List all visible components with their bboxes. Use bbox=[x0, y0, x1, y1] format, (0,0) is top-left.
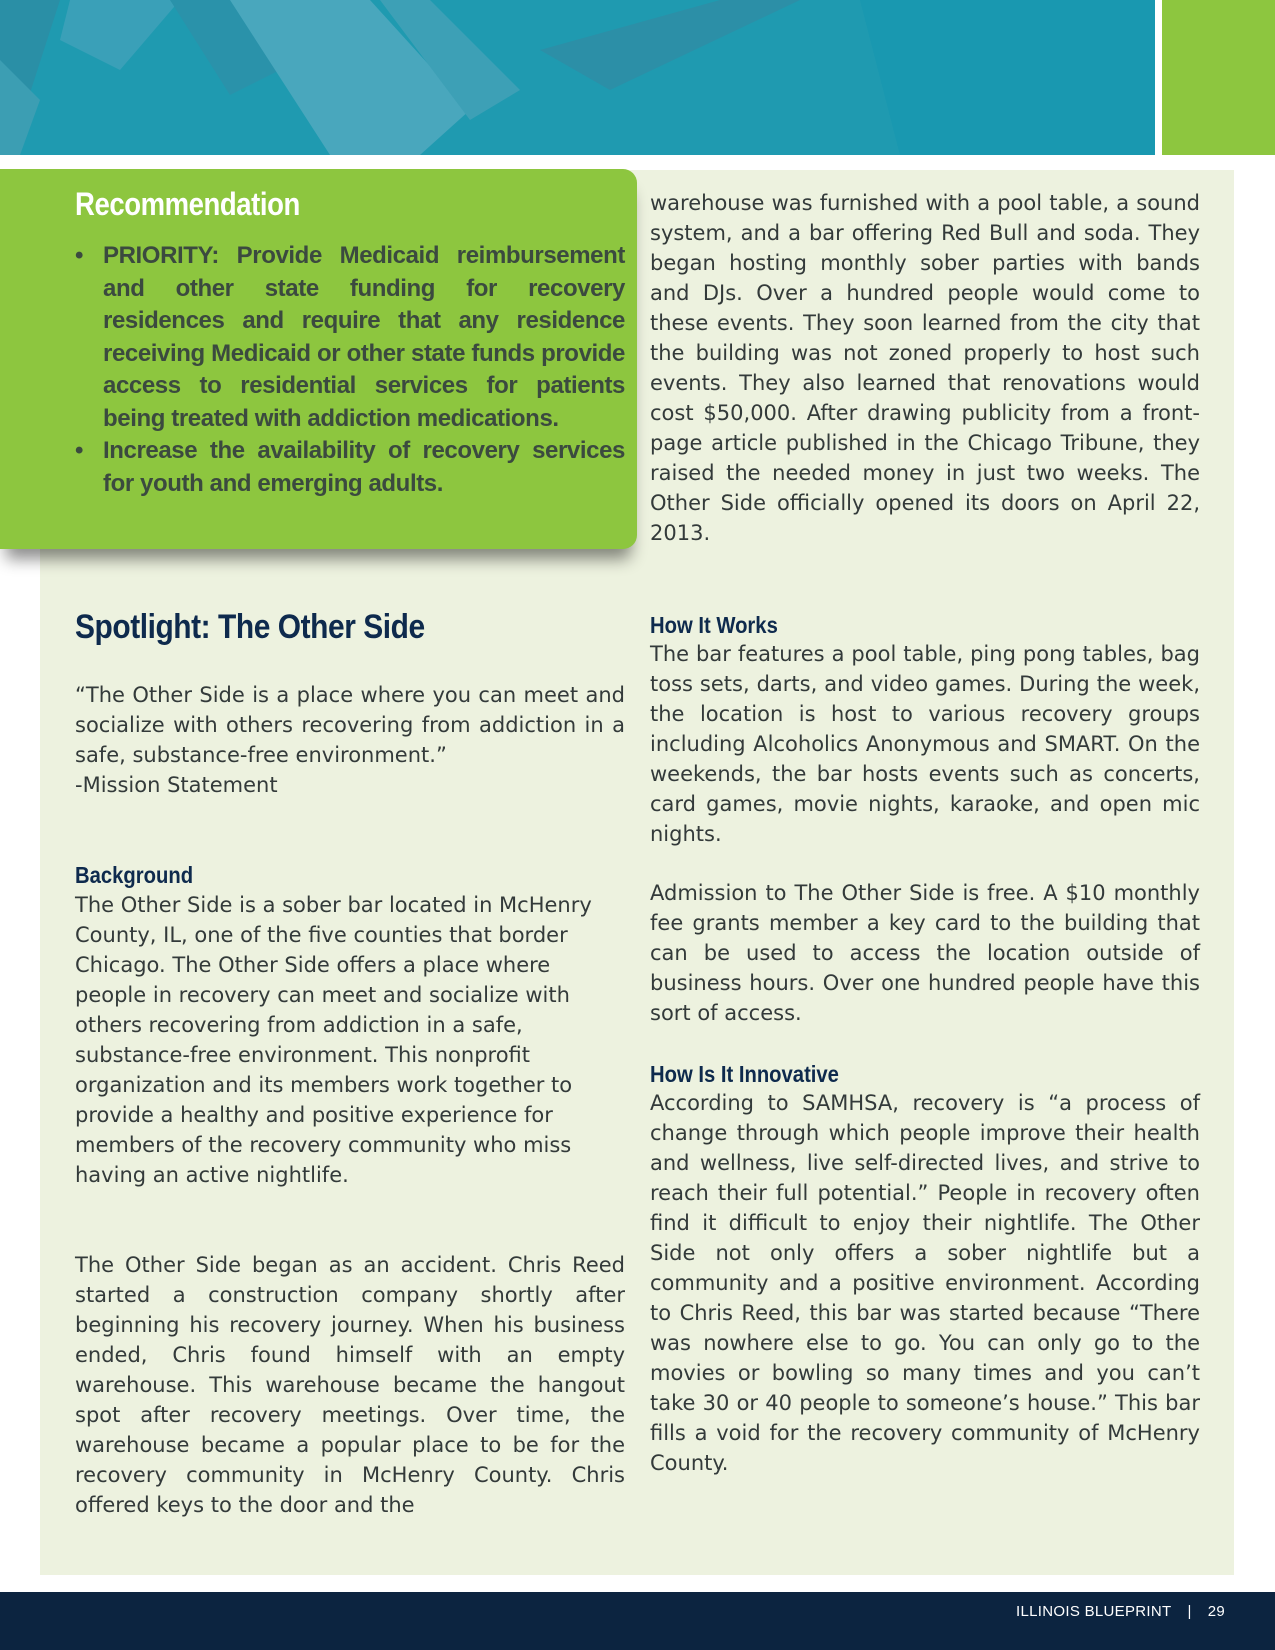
background-paragraph-1: The Other Side is a sober bar located in McHenry County, IL, one of the five counties that border Chicago. The Other Side offers a place where people in recovery can meet and socialize with others recovering from addiction in a safe, substance-free environment. This nonprofit organization and its members work together to provide a healthy and positive experience for members of the recovery community who miss having an active nightlife. bbox=[75, 893, 592, 1187]
background-heading: Background bbox=[75, 862, 194, 888]
bullet-icon: • bbox=[75, 437, 84, 464]
footer-text bbox=[1016, 1603, 1225, 1620]
innovative-paragraph: According to SAMHSA, recovery is “a process of change through which people improve their health and wellness, live self-directed lives, and strive to reach their full potential.” People in recovery often find it difficult to enjoy their nightlife. The Other Side not only offers a sober nightlife but a community and a positive environment. According to Chris Reed, this bar was started because “There was nowhere else to go. You can only go to the movies or bowling so many times and you can’t take 30 or 40 people to someone’s house.” This bar fills a void for the recovery community of McHenry County. bbox=[650, 1091, 1200, 1475]
mission-quote-block bbox=[75, 680, 625, 800]
footer-bar bbox=[0, 1592, 1275, 1650]
banner-pattern bbox=[0, 0, 1155, 155]
how-it-works-paragraph-2: Admission to The Other Side is free. A $10 monthly fee grants member a key card to the building that can be used to access the location outside of business hours. Over one hundred people have this sort of access. bbox=[650, 881, 1200, 1025]
background-paragraph-2-continued: warehouse was furnished with a pool table, a sound system, and a bar offering Red Bull and soda. They began hosting monthly sober parties with bands and DJs. Over a hundred people would come to these events. They soon learned from the city that the building was not zoned properly to host such events. They also learned that renovations would cost $50,000. After drawing publicity from a front-page article published in the Chicago Tribune, they raised the needed money in just two weeks. The Other Side officially opened its doors on April 22, 2013. bbox=[650, 191, 1200, 545]
header-banner bbox=[0, 0, 1155, 155]
green-corner-block bbox=[1162, 0, 1275, 155]
page-number: 29 bbox=[1207, 1603, 1225, 1620]
footer-separator: | bbox=[1187, 1603, 1192, 1620]
background-paragraph-2: The Other Side began as an accident. Chris Reed started a construction company shortly after beginning his recovery journey. When his business ended, Chris found himself with an empty warehouse. This warehouse became the hangout spot after recovery meetings. Over time, the warehouse became a popular place to be for the recovery community in McHenry County. Chris offered keys to the door and the bbox=[75, 1253, 625, 1517]
how-it-works-heading: How It Works bbox=[650, 612, 778, 638]
quote-attribution: -Mission Statement bbox=[75, 773, 278, 797]
spotlight-title: Spotlight: The Other Side bbox=[75, 608, 425, 646]
mission-quote: “The Other Side is a place where you can meet and socialize with others recovering from addiction in a safe, substance-free environment.” bbox=[75, 683, 625, 767]
recommendation-item: • Increase the availability of recovery services for youth and emerging adults. bbox=[75, 437, 625, 497]
bullet-icon: • bbox=[75, 242, 84, 269]
how-it-works-paragraph-1: The bar features a pool table, ping pong tables, bag toss sets, darts, and video games. During the week, the location is host to various recovery groups including Alcoholics Anonymous and SMART. On the weekends, the bar hosts events such as concerts, card games, movie nights, karaoke, and open mic nights. bbox=[650, 642, 1200, 846]
recommendation-list bbox=[75, 240, 625, 500]
innovative-heading: How Is It Innovative bbox=[650, 1061, 839, 1087]
recommendation-item: • PRIORITY: Provide Medicaid reimbursement and other state funding for recovery residences and require that any residence receiving Medicaid or other state funds provide access to residential services for patients being treated with addiction medications. bbox=[75, 242, 625, 432]
recommendation-title: Recommendation bbox=[75, 186, 300, 222]
publication-name: ILLINOIS BLUEPRINT bbox=[1016, 1603, 1172, 1620]
